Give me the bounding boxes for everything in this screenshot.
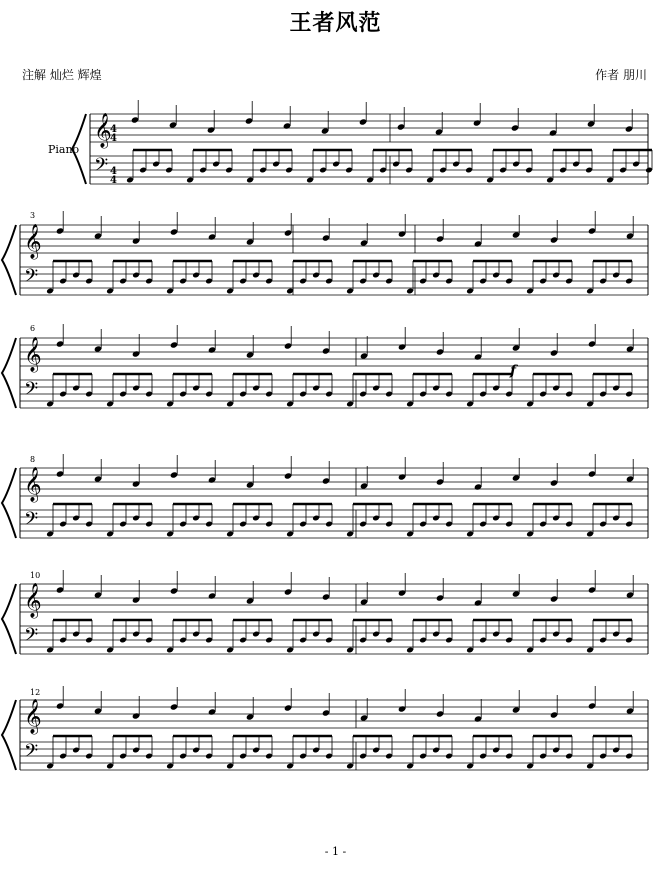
bass-clef: 𝄢 (24, 625, 39, 650)
annotation-text: 注解 灿烂 辉煌 (22, 68, 102, 82)
instrument-label: Piano (48, 143, 80, 156)
grand-staff-brace (2, 225, 16, 295)
bass-clef: 𝄢 (24, 509, 39, 534)
treble-clef: 𝄞 (24, 699, 42, 734)
treble-clef: 𝄞 (24, 583, 42, 618)
bass-clef: 𝄢 (24, 266, 39, 291)
measure-number: 12 (30, 688, 41, 697)
grand-staff-brace (2, 338, 16, 408)
treble-clef: 𝄞 (24, 224, 42, 259)
dynamic-forte: f (510, 363, 517, 379)
measure-number: 3 (30, 211, 36, 220)
grand-staff-brace (2, 700, 16, 770)
measure-number: 8 (30, 455, 36, 464)
measure-number: 6 (30, 324, 36, 333)
grand-staff-brace (72, 114, 86, 184)
score-title: 王者风范 (289, 10, 382, 36)
time-signature-bottom-treble: 4 (110, 133, 117, 144)
grand-staff-brace (2, 584, 16, 654)
bass-clef: 𝄢 (24, 741, 39, 766)
bass-clef: 𝄢 (24, 379, 39, 404)
bass-clef: 𝄢 (94, 155, 109, 180)
measure-number: 10 (30, 571, 41, 580)
treble-clef: 𝄞 (24, 337, 42, 372)
time-signature-top-bass: 4 (110, 166, 117, 177)
treble-clef: 𝄞 (24, 467, 42, 502)
grand-staff-brace (2, 468, 16, 538)
time-signature-bottom-bass: 4 (110, 175, 117, 186)
composer-credit: 作者 朋川 (595, 68, 647, 82)
page-number: - 1 - (324, 845, 347, 858)
treble-clef: 𝄞 (94, 113, 112, 148)
time-signature-top-treble: 4 (110, 124, 117, 135)
